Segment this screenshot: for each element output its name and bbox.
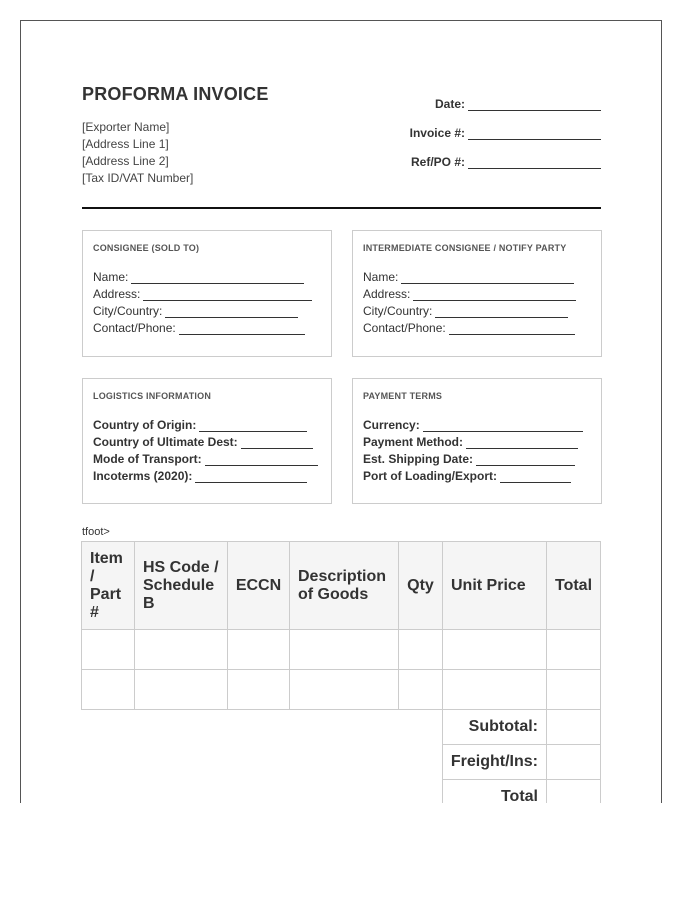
table-row — [82, 630, 601, 670]
freight-label: Freight/Ins: — [443, 745, 547, 780]
notify-contact-label: Contact/Phone: — [363, 321, 446, 335]
table-cell[interactable] — [82, 630, 135, 670]
table-cell[interactable] — [547, 630, 601, 670]
col-unit-price: Unit Price — [443, 542, 547, 630]
total-row — [82, 780, 601, 804]
consignee-city-label: City/Country: — [93, 304, 163, 318]
logistics-title: LOGISTICS INFORMATION — [93, 391, 212, 401]
invoice-page — [20, 20, 662, 803]
notify-name-label: Name: — [363, 270, 399, 284]
ultimate-dest-field — [93, 432, 318, 449]
footer-spacer — [82, 780, 443, 804]
date-label: Date: — [434, 97, 465, 111]
notify-address-label: Address: — [363, 287, 411, 301]
port-loading-line[interactable] — [500, 471, 571, 483]
origin-label: Country of Origin: — [93, 418, 197, 432]
consignee-contact-label: Contact/Phone: — [93, 321, 176, 335]
consignee-address-label: Address: — [93, 287, 141, 301]
incoterms-label: Incoterms (2020): — [93, 469, 193, 483]
table-cell[interactable] — [547, 670, 601, 710]
line-items-table — [81, 541, 601, 803]
incoterms-line[interactable] — [195, 471, 307, 483]
ultimate-dest-label: Country of Ultimate Dest: — [93, 435, 238, 449]
consignee-contact-line[interactable] — [179, 323, 305, 335]
ref-po-field — [321, 152, 601, 169]
ref-po-line[interactable] — [468, 156, 601, 169]
ref-po-label: Ref/PO #: — [410, 155, 465, 169]
ultimate-dest-line[interactable] — [241, 437, 313, 449]
stray-markup-text: tfoot> — [82, 526, 110, 538]
total-value[interactable] — [547, 780, 601, 804]
footer-spacer — [82, 745, 443, 780]
subtotal-row — [82, 710, 601, 745]
notify-city-line[interactable] — [435, 306, 568, 318]
table-cell[interactable] — [443, 630, 547, 670]
payment-method-line[interactable] — [466, 437, 578, 449]
notify-address-field — [363, 284, 576, 301]
payment-method-label: Payment Method: — [363, 435, 464, 449]
payment-method-field — [363, 432, 583, 449]
exporter-address-line-2: [Address Line 2] — [82, 154, 169, 168]
notify-city-label: City/Country: — [363, 304, 433, 318]
invoice-title: PROFORMA INVOICE — [82, 84, 269, 104]
invoice-number-field — [321, 123, 601, 140]
invoice-number-label: Invoice #: — [409, 126, 465, 140]
currency-field — [363, 415, 583, 432]
consignee-title: CONSIGNEE (SOLD TO) — [93, 243, 200, 253]
notify-name-line[interactable] — [401, 272, 574, 284]
exporter-tax-id: [Tax ID/VAT Number] — [82, 171, 194, 185]
consignee-name-line[interactable] — [131, 272, 304, 284]
transport-mode-label: Mode of Transport: — [93, 452, 202, 466]
col-qty: Qty — [399, 542, 443, 630]
date-line[interactable] — [468, 98, 601, 111]
col-item-part: Item / Part # — [82, 542, 135, 630]
notify-name-field — [363, 267, 576, 284]
table-header-row — [82, 542, 601, 630]
consignee-name-label: Name: — [93, 270, 129, 284]
table-cell[interactable] — [290, 670, 399, 710]
table-cell[interactable] — [135, 670, 228, 710]
table-cell[interactable] — [399, 630, 443, 670]
table-cell[interactable] — [290, 630, 399, 670]
consignee-address-line[interactable] — [143, 289, 312, 301]
table-cell[interactable] — [228, 630, 290, 670]
transport-mode-line[interactable] — [205, 454, 318, 466]
exporter-block — [82, 119, 193, 187]
invoice-meta — [321, 94, 601, 181]
subtotal-value[interactable] — [547, 710, 601, 745]
logistics-box — [82, 378, 332, 504]
table-cell[interactable] — [82, 670, 135, 710]
shipping-date-line[interactable] — [476, 454, 575, 466]
payment-terms-title: PAYMENT TERMS — [363, 391, 443, 401]
transport-mode-field — [93, 449, 318, 466]
notify-city-field — [363, 301, 576, 318]
shipping-date-label: Est. Shipping Date: — [363, 452, 474, 466]
invoice-number-line[interactable] — [468, 127, 601, 140]
table-cell[interactable] — [399, 670, 443, 710]
port-loading-field — [363, 466, 583, 483]
header-divider — [82, 207, 601, 209]
table-cell[interactable] — [443, 670, 547, 710]
col-description: Description of Goods — [290, 542, 399, 630]
notify-contact-line[interactable] — [449, 323, 575, 335]
total-label: Total — [443, 780, 547, 804]
table-cell[interactable] — [135, 630, 228, 670]
col-eccn: ECCN — [228, 542, 290, 630]
consignee-address-field — [93, 284, 312, 301]
col-total: Total — [547, 542, 601, 630]
footer-spacer — [82, 710, 443, 745]
col-hs-code: HS Code / Schedule B — [135, 542, 228, 630]
consignee-name-field — [93, 267, 312, 284]
incoterms-field — [93, 466, 318, 483]
currency-line[interactable] — [423, 420, 583, 432]
origin-line[interactable] — [199, 420, 307, 432]
exporter-name: [Exporter Name] — [82, 120, 170, 134]
table-row — [82, 670, 601, 710]
table-cell[interactable] — [228, 670, 290, 710]
notify-party-title: INTERMEDIATE CONSIGNEE / NOTIFY PARTY — [363, 243, 567, 253]
freight-value[interactable] — [547, 745, 601, 780]
consignee-city-line[interactable] — [165, 306, 298, 318]
shipping-date-field — [363, 449, 583, 466]
notify-party-box — [352, 230, 602, 357]
port-loading-label: Port of Loading/Export: — [363, 469, 497, 483]
subtotal-label: Subtotal: — [443, 710, 547, 745]
date-field — [321, 94, 601, 111]
freight-row — [82, 745, 601, 780]
notify-contact-field — [363, 318, 576, 335]
origin-field — [93, 415, 318, 432]
consignee-city-field — [93, 301, 312, 318]
currency-label: Currency: — [363, 418, 420, 432]
payment-terms-box — [352, 378, 602, 504]
consignee-contact-field — [93, 318, 312, 335]
consignee-box — [82, 230, 332, 357]
exporter-address-line-1: [Address Line 1] — [82, 137, 169, 151]
notify-address-line[interactable] — [413, 289, 576, 301]
